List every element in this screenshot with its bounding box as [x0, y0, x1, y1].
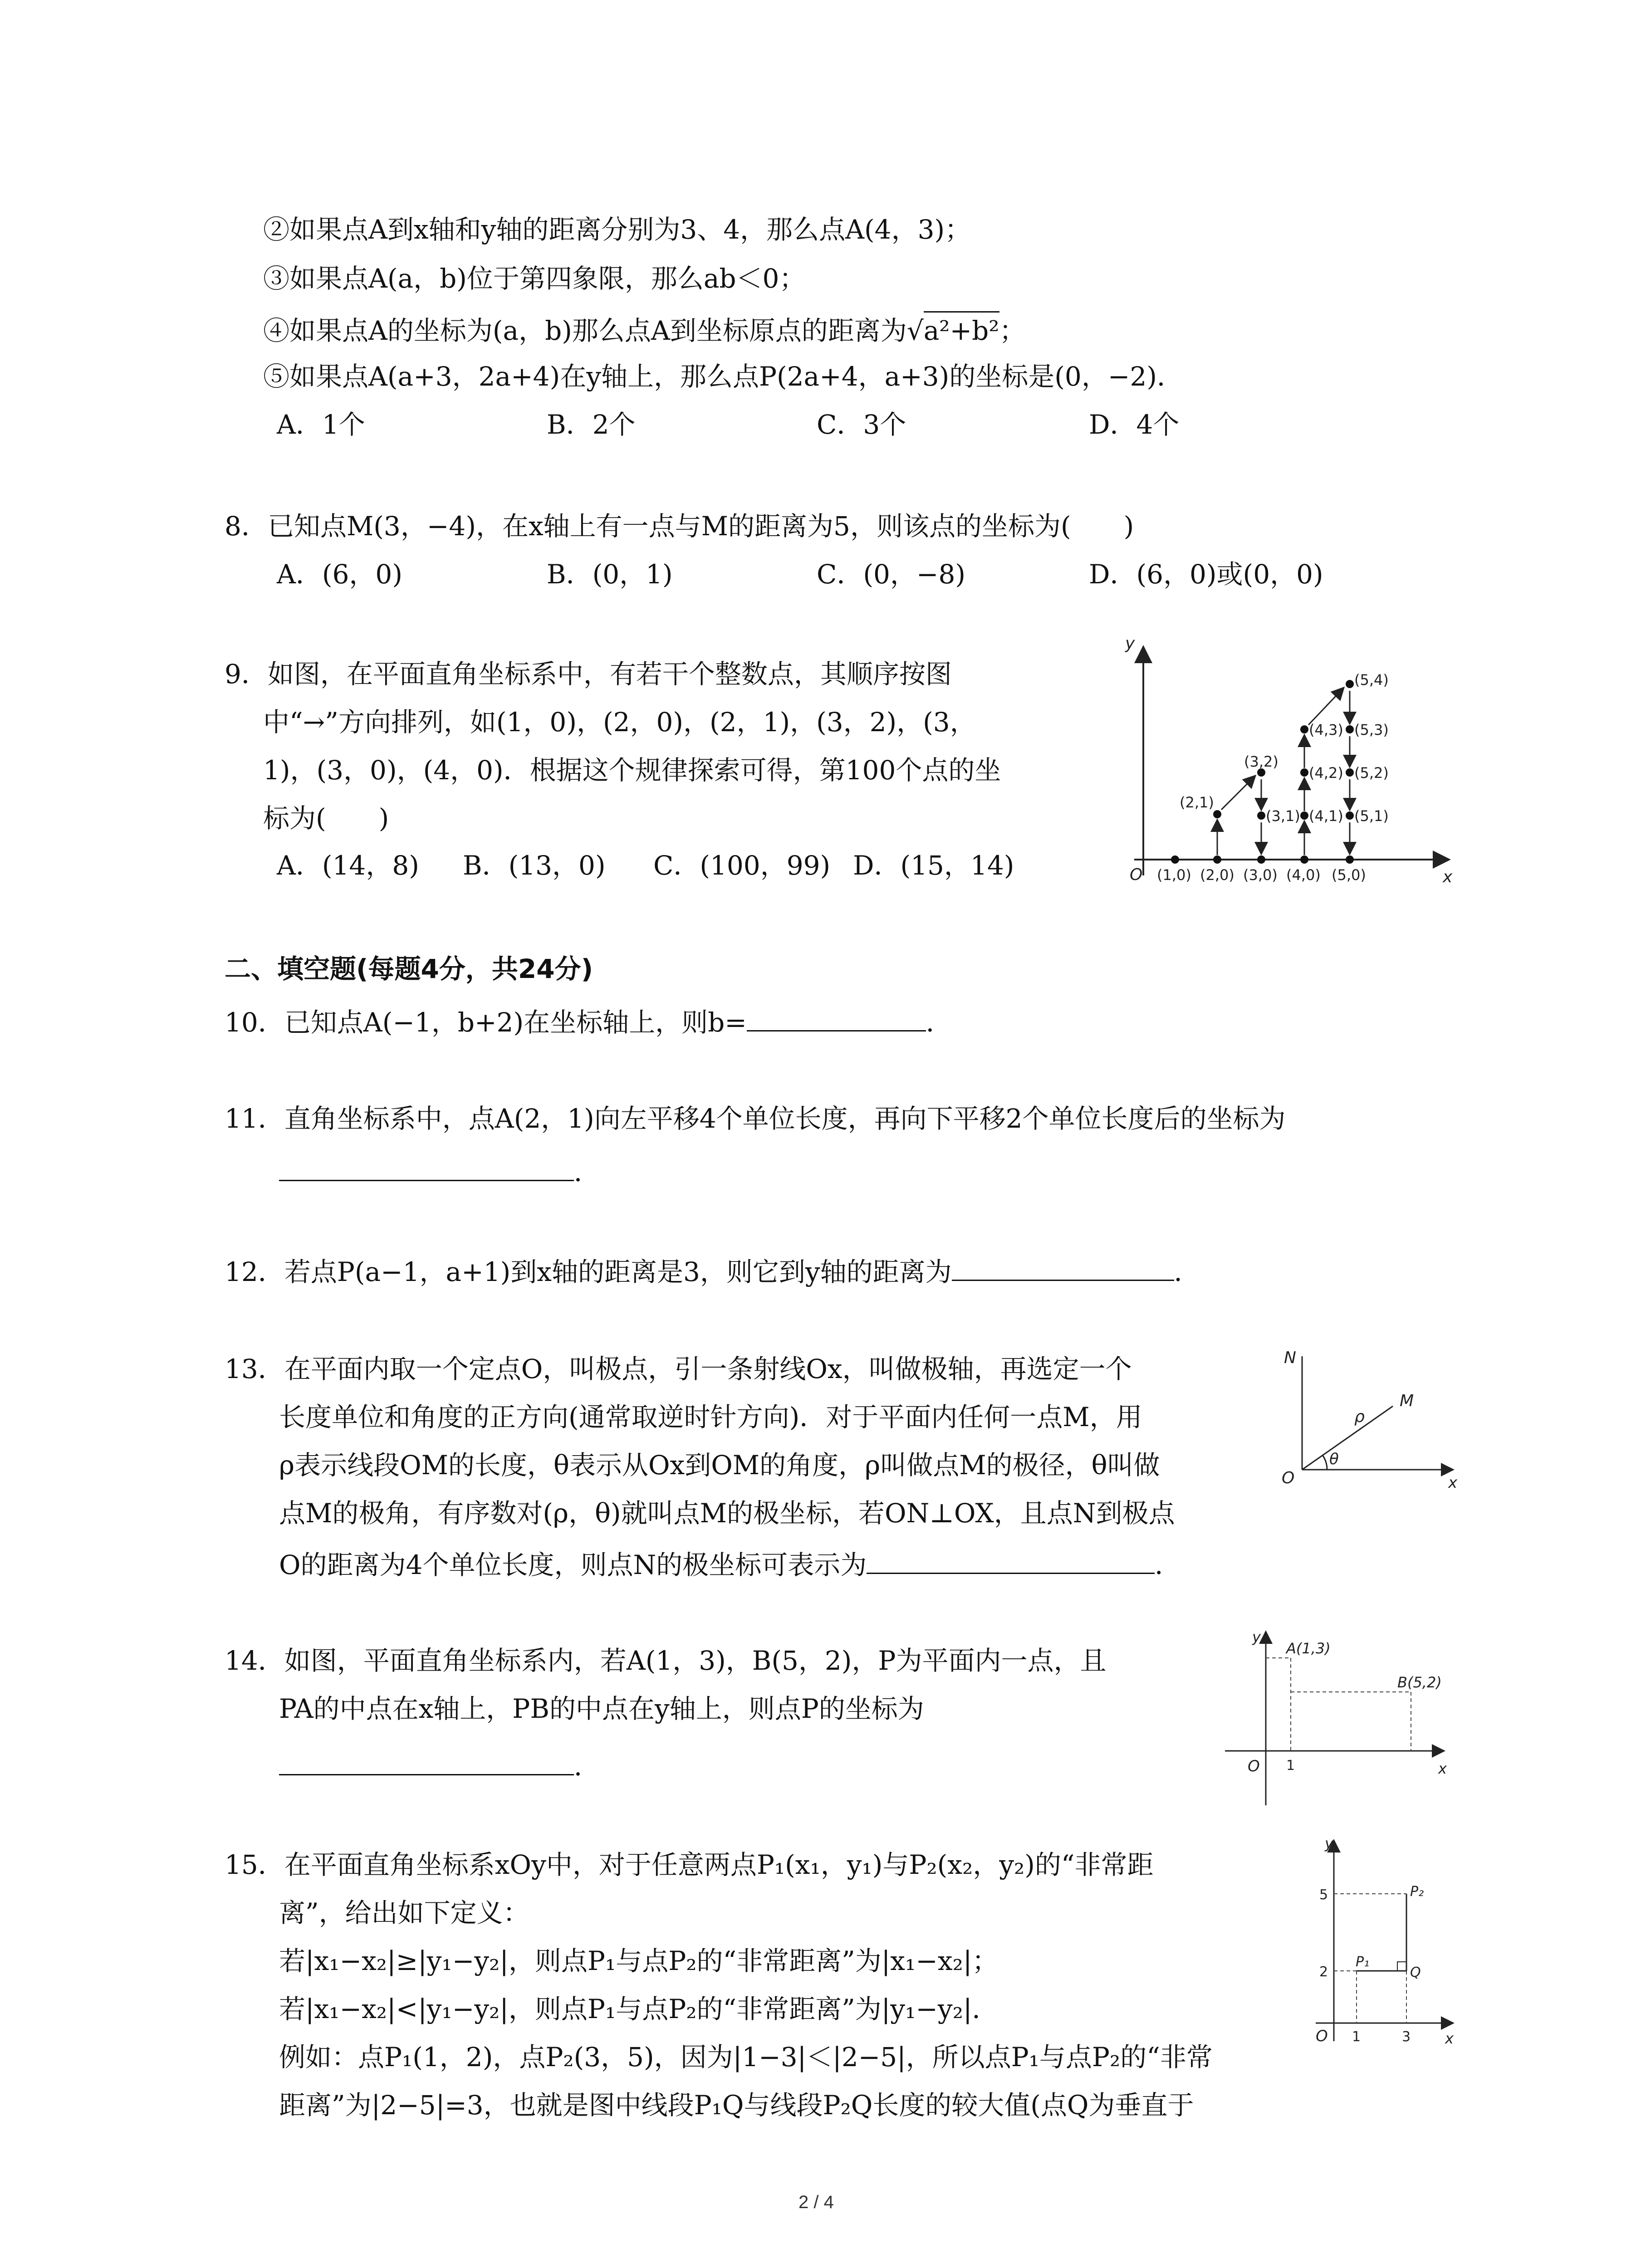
arrow: [1221, 777, 1254, 810]
right-angle-mark: [1397, 1962, 1406, 1971]
q8-option-c: C．(0，−8): [817, 559, 966, 590]
q11-line-2: [279, 1152, 600, 1188]
origin-label: O: [1130, 865, 1143, 884]
q13-answer-blank[interactable]: [867, 1545, 1155, 1574]
q14-end: ．: [574, 1750, 601, 1782]
label-5-4: (5,4): [1354, 671, 1389, 689]
label-5-3: (5,3): [1354, 721, 1389, 738]
q8-option-d: D．(6，0)或(0，0): [1089, 559, 1323, 590]
point-4-2: [1300, 768, 1308, 777]
q12-end: ．: [1174, 1256, 1200, 1287]
q13-line-5: [279, 1545, 1181, 1581]
q9-line-3: 1)，(3，0)，(4，0)．根据这个规律探索可得，第100个点的坐: [263, 755, 1001, 786]
point-2-0: [1213, 855, 1221, 864]
q15-line-2: 离”，给出如下定义：: [279, 1897, 529, 1928]
o-label: O: [1282, 1469, 1295, 1487]
y-label: y: [1252, 1628, 1261, 1646]
tick-two-label: 2: [1319, 1964, 1328, 1980]
rho-label: ρ: [1354, 1408, 1365, 1426]
q15-line-1: 15．在平面直角坐标系xOy中，对于任意两点P₁(x₁，y₁)与P₂(x₂，y₂)的“非常距: [225, 1849, 1154, 1880]
q13-line-4: 点M的极角，有序数对(ρ，θ)就叫点M的极坐标，若ON⊥OX，且点N到极点: [279, 1498, 1175, 1529]
m-label: M: [1400, 1392, 1414, 1410]
point-3-0: [1257, 855, 1265, 864]
q15-line-6: 距离”为|2−5|=3，也就是图中线段P₁Q与线段P₂Q长度的较大值(点Q为垂直于: [279, 2090, 1194, 2121]
q8-stem: 8．已知点M(3，−4)，在x轴上有一点与M的距离为5，则该点的坐标为( ): [225, 511, 1134, 542]
sqrt-sign: √: [906, 315, 924, 346]
p2-label: P₂: [1410, 1884, 1424, 1900]
q7-option-c: C．3个: [817, 409, 906, 440]
label-4-1: (4,1): [1309, 807, 1343, 825]
q14-answer-blank[interactable]: [279, 1746, 574, 1775]
label-2-1: (2,1): [1180, 794, 1214, 811]
point-2-1: [1213, 810, 1221, 818]
q14-line-2: PA的中点在x轴上，PB的中点在y轴上，则点P的坐标为: [279, 1693, 924, 1724]
label-4-3: (4,3): [1309, 721, 1343, 738]
q13-line-2: 长度单位和角度的正方向(通常取逆时针方向)．对于平面内任何一点M，用: [279, 1402, 1142, 1432]
point-a-label: A(1,3): [1286, 1640, 1331, 1657]
y-axis-label: y: [1125, 635, 1135, 653]
sqrt-radicand: a²+b²: [924, 311, 999, 347]
point-3-1: [1257, 811, 1265, 820]
point-1-0: [1171, 855, 1179, 864]
q9-line-2: 中“→”方向排列，如(1，0)，(2，0)，(2，1)，(3，2)，(3，: [263, 707, 976, 738]
label-5-1: (5,1): [1354, 807, 1389, 825]
q10-text: 10．已知点A(−1，b+2)在坐标轴上，则b=: [225, 1007, 747, 1038]
label-3-2: (3,2): [1244, 753, 1279, 770]
tick-three-label: 3: [1402, 2029, 1411, 2045]
q15-line-3: 若|x₁−x₂|≥|y₁−y₂|，则点P₁与点P₂的“非常距离”为|x₁−x₂|；: [279, 1945, 999, 1976]
q13-figure: [1270, 1343, 1461, 1492]
p1-label: P₁: [1356, 1954, 1370, 1970]
q8-option-a: A．(6，0): [277, 559, 402, 590]
point-5-1: [1346, 811, 1354, 820]
tick-one-label: 1: [1352, 2029, 1361, 2045]
origin-label: O: [1248, 1757, 1260, 1775]
q8-option-b: B．(0，1): [547, 559, 673, 590]
q13-line-3: ρ表示线段OM的长度，θ表示从Ox到OM的角度，ρ叫做点M的极径，θ叫做: [279, 1450, 1160, 1481]
point-4-3: [1300, 725, 1308, 733]
q12-text: 12．若点P(a−1，a+1)到x轴的距离是3，则它到y轴的距离为: [225, 1256, 952, 1287]
q7-option-b: B．2个: [547, 409, 636, 440]
label-3-1: (3,1): [1266, 807, 1300, 825]
section-title: 二、填空题(每题4分，共24分): [225, 953, 593, 984]
q7-statement-3: ③如果点A(a，b)位于第四象限，那么ab＜0；: [263, 263, 806, 294]
q12-answer-blank[interactable]: [952, 1252, 1174, 1281]
x-axis-label: x: [1443, 868, 1453, 886]
q7-statement-4: [263, 311, 1026, 347]
point-4-0: [1300, 855, 1308, 864]
q11-line-1: 11．直角坐标系中，点A(2，1)向左平移4个单位长度，再向下平移2个单位长度后的坐标为: [225, 1103, 1286, 1134]
point-5-0: [1346, 855, 1354, 864]
arrow: [1308, 689, 1343, 725]
tick-one-label: 1: [1286, 1758, 1295, 1774]
q7-statement-5: ⑤如果点A(a+3，2a+4)在y轴上，那么点P(2a+4，a+3)的坐标是(0，−2)．: [263, 361, 1183, 392]
x-label: x: [1438, 1760, 1447, 1777]
q13-line-1: 13．在平面内取一个定点O，叫极点，引一条射线Ox，叫做极轴，再选定一个: [225, 1354, 1132, 1384]
label-3-0: (3,0): [1243, 866, 1278, 884]
point-5-2: [1346, 768, 1354, 777]
label-5-2: (5,2): [1354, 764, 1389, 782]
label-2-0: (2,0): [1200, 866, 1234, 884]
q9-option-a: A．(14，8): [277, 850, 419, 881]
q13-line-5-text: O的距离为4个单位长度，则点N的极坐标可表示为: [279, 1549, 867, 1580]
q9-option-c: C．(100，99): [653, 850, 831, 881]
q9-option-d: D．(15，14): [853, 850, 1014, 881]
n-label: N: [1284, 1349, 1296, 1367]
q15-line-4: 若|x₁−x₂|<|y₁−y₂|，则点P₁与点P₂的“非常距离”为|y₁−y₂|．: [279, 1994, 999, 2024]
point-4-1: [1300, 811, 1308, 820]
x-label: x: [1448, 1474, 1458, 1492]
q7-statement-4-end: ；: [999, 315, 1026, 346]
q14-figure: [1216, 1624, 1452, 1814]
om-segment: [1302, 1406, 1393, 1470]
q10-end: ．: [926, 1007, 952, 1038]
q11-answer-blank[interactable]: [279, 1152, 574, 1181]
q10-answer-blank[interactable]: [747, 1002, 926, 1031]
q9-option-b: B．(13，0): [463, 850, 606, 881]
y-label: y: [1325, 1835, 1333, 1852]
q7-option-a: A．1个: [277, 409, 365, 440]
theta-label: θ: [1329, 1450, 1339, 1468]
label-5-0: (5,0): [1332, 866, 1366, 884]
q15-line-5: 例如：点P₁(1，2)，点P₂(3，5)，因为|1−3|＜|2−5|，所以点P₁与点P₂的“非常: [279, 2042, 1213, 2072]
point-5-4: [1346, 680, 1354, 688]
q9-line-1: 9．如图，在平面直角坐标系中，有若干个整数点，其顺序按图: [225, 659, 952, 689]
q7-statement-2: ②如果点A到x轴和y轴的距离分别为3、4，那么点A(4，3)；: [263, 214, 971, 245]
q13-end: ．: [1155, 1549, 1181, 1580]
q14-line-3: [279, 1746, 600, 1783]
q7-option-d: D．4个: [1089, 409, 1180, 440]
angle-arc: [1323, 1455, 1327, 1470]
label-4-0: (4,0): [1286, 866, 1321, 884]
q11-end: ．: [574, 1156, 601, 1188]
q10: [225, 1002, 952, 1039]
page-number: 2 / 4: [798, 2192, 834, 2212]
label-1-0: (1,0): [1157, 866, 1191, 884]
q9-figure: [1102, 635, 1456, 889]
q7-statement-4-text: ④如果点A的坐标为(a，b)那么点A到坐标原点的距离为: [263, 315, 907, 346]
q9-line-4: 标为( ): [263, 803, 389, 834]
label-4-2: (4,2): [1309, 764, 1343, 782]
q12: [225, 1252, 1200, 1288]
x-label: x: [1445, 2030, 1454, 2047]
q14-line-1: 14．如图，平面直角坐标系内，若A(1，3)，B(5，2)，P为平面内一点，且: [225, 1645, 1107, 1676]
origin-label: O: [1316, 2027, 1328, 2045]
q-label: Q: [1410, 1965, 1421, 1980]
point-b-label: B(5,2): [1397, 1674, 1442, 1691]
tick-five-label: 5: [1319, 1887, 1328, 1903]
point-5-3: [1346, 725, 1354, 733]
q15-figure: [1307, 1833, 1456, 2050]
